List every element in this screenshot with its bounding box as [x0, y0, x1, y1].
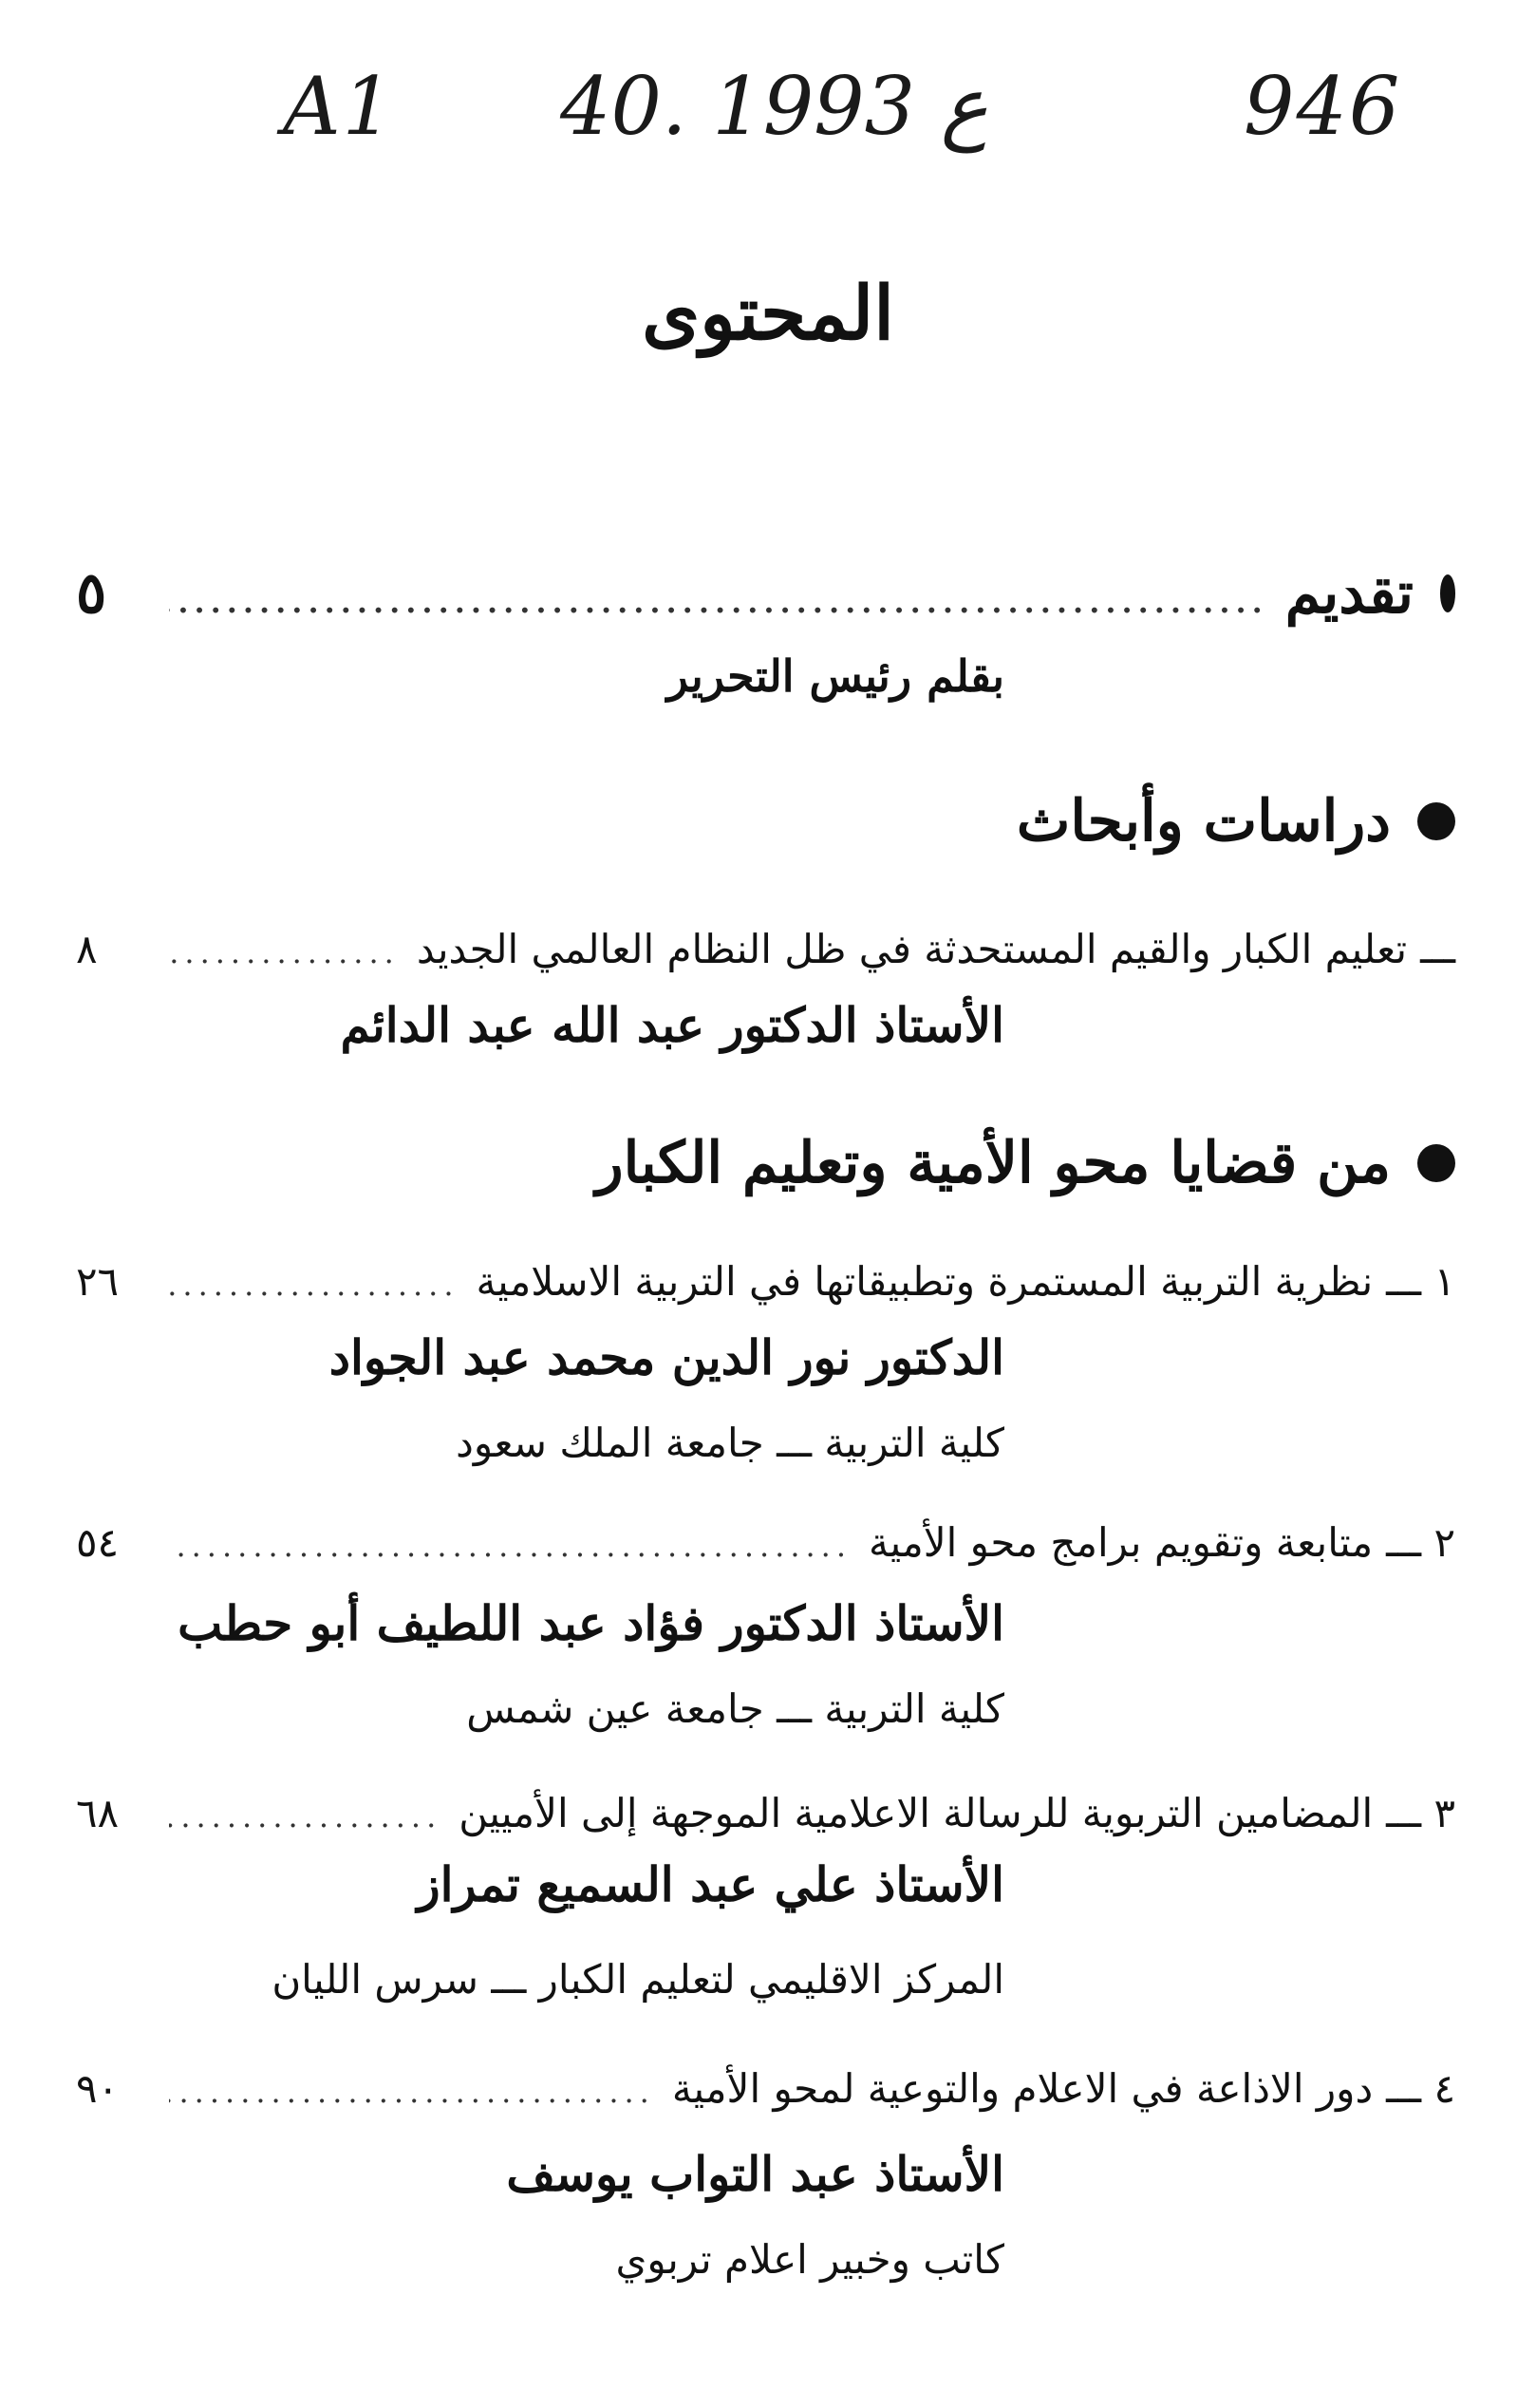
dot-leader — [169, 1267, 459, 1303]
article-number: ١ ـــ — [1386, 1258, 1455, 1305]
literacy-heading — [596, 1130, 1455, 1196]
literacy-heading-label: من قضايا محو الأمية وتعليم الكبار — [595, 1130, 1391, 1196]
article-author: الدكتور نور الدين محمد عبد الجواد — [328, 1329, 1004, 1385]
article-page-number: ٥٤ — [76, 1519, 120, 1566]
intro-byline: بقلم رئيس التحرير — [666, 650, 1004, 702]
article-author: الأستاذ الدكتور عبد الله عبد الدائم — [340, 997, 1004, 1053]
article-affiliation: كاتب وخبير اعلام تربوي — [615, 2236, 1004, 2283]
article-title: نظرية التربية المستمرة وتطبيقاتها في التربية الاسلامية — [476, 1258, 1374, 1305]
article-page-number: ٩٠ — [76, 2065, 120, 2112]
dot-leader — [169, 584, 1268, 620]
article-number: ٤ ـــ — [1386, 2065, 1455, 2112]
toc-literacy-article-1 — [76, 1258, 1455, 1305]
article-title: تعليم الكبار والقيم المستحدثة في ظل النظام العالمي الجديد — [416, 926, 1408, 972]
article-page-number: ٢٦ — [76, 1258, 120, 1305]
toc-literacy-article-2 — [76, 1519, 1455, 1566]
article-title: المضامين التربوية للرسالة الاعلامية الموجهة إلى الأميين — [459, 1790, 1374, 1836]
handwritten-mark-center: 40. ع 1993 — [560, 60, 988, 153]
article-affiliation: كلية التربية ـــ جامعة الملك سعود — [456, 1420, 1004, 1466]
studies-heading — [1017, 788, 1455, 855]
toc-intro-row — [76, 560, 1455, 627]
article-page-number: ٨ — [76, 926, 98, 972]
article-author: الأستاذ عبد التواب يوسف — [506, 2146, 1004, 2202]
dot-leader — [169, 1528, 852, 1564]
bullet-icon — [1417, 1144, 1455, 1182]
article-affiliation: المركز الاقليمي لتعليم الكبار ـــ سرس الليان — [272, 1956, 1004, 2003]
article-author: الأستاذ علي عبد السميع تمراز — [417, 1856, 1004, 1912]
article-title: متابعة وتقويم برامج محو الأمية — [869, 1519, 1374, 1566]
article-affiliation: كلية التربية ـــ جامعة عين شمس — [466, 1685, 1004, 1732]
bullet-icon — [1440, 574, 1455, 612]
dot-leader — [169, 1798, 441, 1834]
dot-leader — [169, 934, 400, 970]
bullet-icon — [1417, 802, 1455, 840]
intro-heading: تقديم — [1284, 560, 1414, 627]
studies-heading-label: دراسات وأبحاث — [1016, 788, 1391, 855]
toc-literacy-article-4 — [76, 2065, 1455, 2112]
toc-literacy-article-3 — [76, 1790, 1455, 1836]
article-number: ٣ ـــ — [1386, 1790, 1455, 1836]
article-page-number: ٦٨ — [76, 1790, 120, 1836]
intro-page-number: ٥ — [76, 560, 107, 627]
article-dash: ـــ — [1420, 926, 1455, 972]
article-number: ٢ ـــ — [1386, 1519, 1455, 1566]
toc-studies-article — [76, 926, 1455, 972]
page-title: المحتوى — [642, 271, 894, 357]
dot-leader — [169, 2074, 655, 2110]
article-author: الأستاذ الدكتور فؤاد عبد اللطيف أبو حطب — [178, 1595, 1004, 1651]
handwritten-mark-right: 946 — [1244, 60, 1402, 153]
handwritten-mark-left: A1 — [283, 60, 396, 153]
article-title: دور الاذاعة في الاعلام والتوعية لمحو الأمية — [671, 2065, 1374, 2112]
